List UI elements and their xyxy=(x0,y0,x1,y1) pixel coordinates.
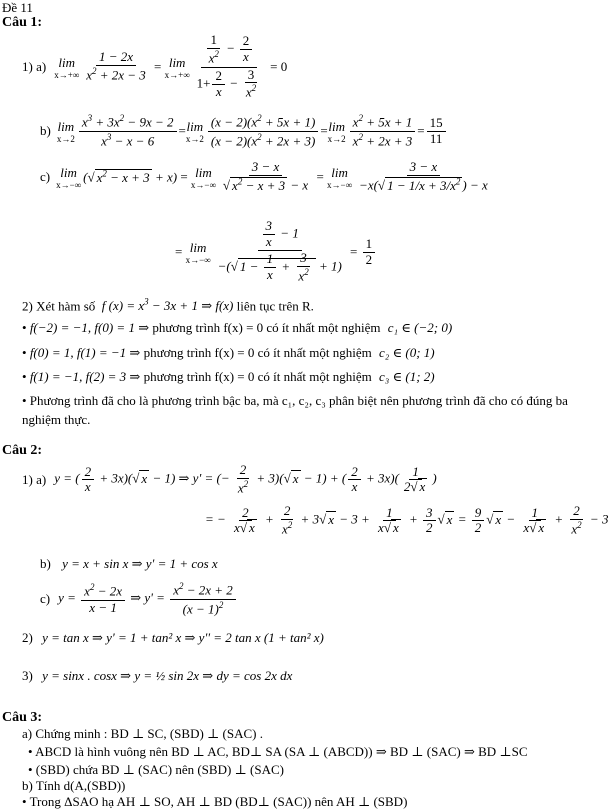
q1-part2-intro: 2) Xét hàm số f $(x) = x^3 - 3x + 1$ ⇒ f(x) liên tục trên R. xyxy=(22,297,314,314)
q2-part1b-formula: y = x + sin x ⇒ y' = 1 + cos x xyxy=(62,556,218,571)
question-3-title: Câu 3: xyxy=(2,710,43,725)
q1-part1a-result: = 0 xyxy=(270,59,288,74)
q3-line-1: • ABCD là hình vuông nên BD ⊥ AC, BD⊥ SA (SA ⊥ (ABCD)) ⇒ BD ⊥ (SAC) ⇒ BD ⊥SC xyxy=(28,744,528,759)
q2-part1b-label: b) xyxy=(40,556,51,571)
q1-bullet3-interval: c₃ ∈ (1; 2) xyxy=(378,369,435,384)
q1-part1b-label: b) xyxy=(40,123,51,138)
q1-bullet-3: • f(1) = −1, f(2) = 3 ⇒ phương trình f(x) = 0 có ít nhất một nghiệm c₃ ∈ (1; 2) xyxy=(22,369,435,384)
q1-bullet2-interval: c₂ ∈ (0; 1) xyxy=(378,345,435,360)
q3-part-a: a) Chứng minh : BD ⊥ SC, (SBD) ⊥ (SAC) . xyxy=(22,726,263,741)
q1-bullet2-values: f(0) = 1, f(1) = −1 xyxy=(29,345,127,360)
q3-line-3: • Trong ΔSAO hạ AH ⊥ SO, AH ⊥ BD (BD⊥ (SAC)) nên AH ⊥ (SBD) xyxy=(22,794,408,809)
q2-part1c-label: c) xyxy=(40,591,51,606)
q1-part1c-continued: = lim x→−∞ $\frac{3}{x}$ − 1 −(√ 1 − $\frac{1}{x}$ + $\frac{3}{x^2}$ + 1) = $\frac{1}{2}$ xyxy=(175,218,377,286)
q1-part1b: b) lim x→2 $\frac{x^3 + 3x^2 - 9x - 2}{x^3 - x - 6}$ = lim x→2 $\frac{(x - 2)(x^2 + 5x + 1)}{(x - 2)(x^2 + 2x + 3)}$ = lim x→2 $\frac{x^2 + 5x + 1}{x^2 + 2x + 3}$ = $\frac{15}{11}$ xyxy=(40,112,448,150)
q1-part2-tail: liên tục trên R. xyxy=(236,298,314,314)
q1-part1c: c) lim x→−∞ (√ $x^2 - x + 3 + x$) = lim x→−∞ $\frac{3 - x}{√ x^2 - x + 3 - x}$ = lim x→−∞ 3 − x −x(√ $1 - 1/x + 3/x^2$ ) − x xyxy=(40,159,488,193)
q1-bullet2-mid: phương trình f(x) = 0 có ít nhất một nghiệm xyxy=(143,345,372,360)
q2-part3-label: 3) xyxy=(22,668,33,683)
q2-part1c: c) y = $\frac{x^2 - 2x}{x - 1}$ ⇒ y' = $\frac{x^2 - 2x + 2}{(x - 1)^2}$ xyxy=(40,578,238,620)
q1-conclusion-line-1: • Phương trình đã cho là phương trình bậc ba, mà c₁, c₂, c₃ phân biệt nên phương trình đã cho có đúng ba xyxy=(22,393,568,408)
q1-part1a: 1) a) lim x→+∞ $\frac{1 - 2x}{x^2 + 2x - 3}$ = lim x→+∞ $\frac{1}{x^2}$ − $\frac{2}{x}$ 1+ $\frac{2}{x}$ − $\frac{3}{x^2}$ = 0 xyxy=(22,32,288,100)
q1-part1a-label: 1) a) xyxy=(22,59,47,74)
q1-bullet1-interval: c₁ ∈ (−2; 0) xyxy=(387,320,453,335)
q1-bullet1-mid: phương trình f(x) = 0 có ít nhất một nghiệm xyxy=(152,320,381,335)
q2-part2-label: 2) xyxy=(22,630,33,645)
q2-part3-formula: y = sinx . cosx ⇒ y = ½ sin 2x ⇒ dy = cos 2x dx xyxy=(42,668,293,683)
q1-bullet1-values: f(−2) = −1, f(0) = 1 xyxy=(29,320,135,335)
q1-part2-label: 2) Xét hàm số xyxy=(22,298,96,314)
q3-line-2: • (SBD) chứa BD ⊥ (SAC) nên (SBD) ⊥ (SAC) xyxy=(28,762,284,777)
q1-bullet3-mid: phương trình f(x) = 0 có ít nhất một nghiệm xyxy=(143,369,372,384)
question-1-title: Câu 1: xyxy=(2,15,43,30)
q2-part2-formula: y = tan x ⇒ y' = 1 + tan² x ⇒ y'' = 2 tan x (1 + tan² x) xyxy=(42,630,324,645)
q2-part2 xyxy=(22,630,324,646)
question-2-title: Câu 2: xyxy=(2,443,43,458)
q1-bullet-1: • f(−2) = −1, f(0) = 1 ⇒ phương trình f(x) = 0 có ít nhất một nghiệm c₁ ∈ (−2; 0) xyxy=(22,320,453,335)
q2-part1a-continued: = − $\frac{2}{x√ x}$ + $\frac{2}{x^2}$ + 3√ x − 3 + $\frac{1}{x√ x}$ + $\frac{3}{2}$ √ x = $\frac{9}{2}$ √ x − $\frac{1}{x√ x}$ + $\frac{2}{x^2}$ − 3 xyxy=(205,503,608,537)
q1-bullet3-values: f(1) = −1, f(2) = 3 xyxy=(29,369,127,384)
q1-bullet-2: • f(0) = 1, f(1) = −1 ⇒ phương trình f(x) = 0 có ít nhất một nghiệm c₂ ∈ (0; 1) xyxy=(22,345,435,360)
q2-part1b xyxy=(40,556,218,572)
q2-part1a-label: 1) a) xyxy=(22,472,47,487)
q2-part1a: 1) a) y = ( $\frac{2}{x}$ + 3x)(√ x − 1) ⇒ y' = (− $\frac{2}{x^2}$ + 3)(√ x − 1) + ( $\frac{2}{x}$ + 3x)( $\frac{1}{2√ x}$ ) xyxy=(22,462,437,496)
q1-conclusion-line-2: nghiệm thực. xyxy=(22,412,91,427)
q3-part-b: b) Tính d(A,(SBD)) xyxy=(22,778,126,793)
q2-part3 xyxy=(22,668,292,684)
q1-part1c-label: c) xyxy=(40,169,51,184)
exam-label: Đề 11 xyxy=(2,0,33,15)
